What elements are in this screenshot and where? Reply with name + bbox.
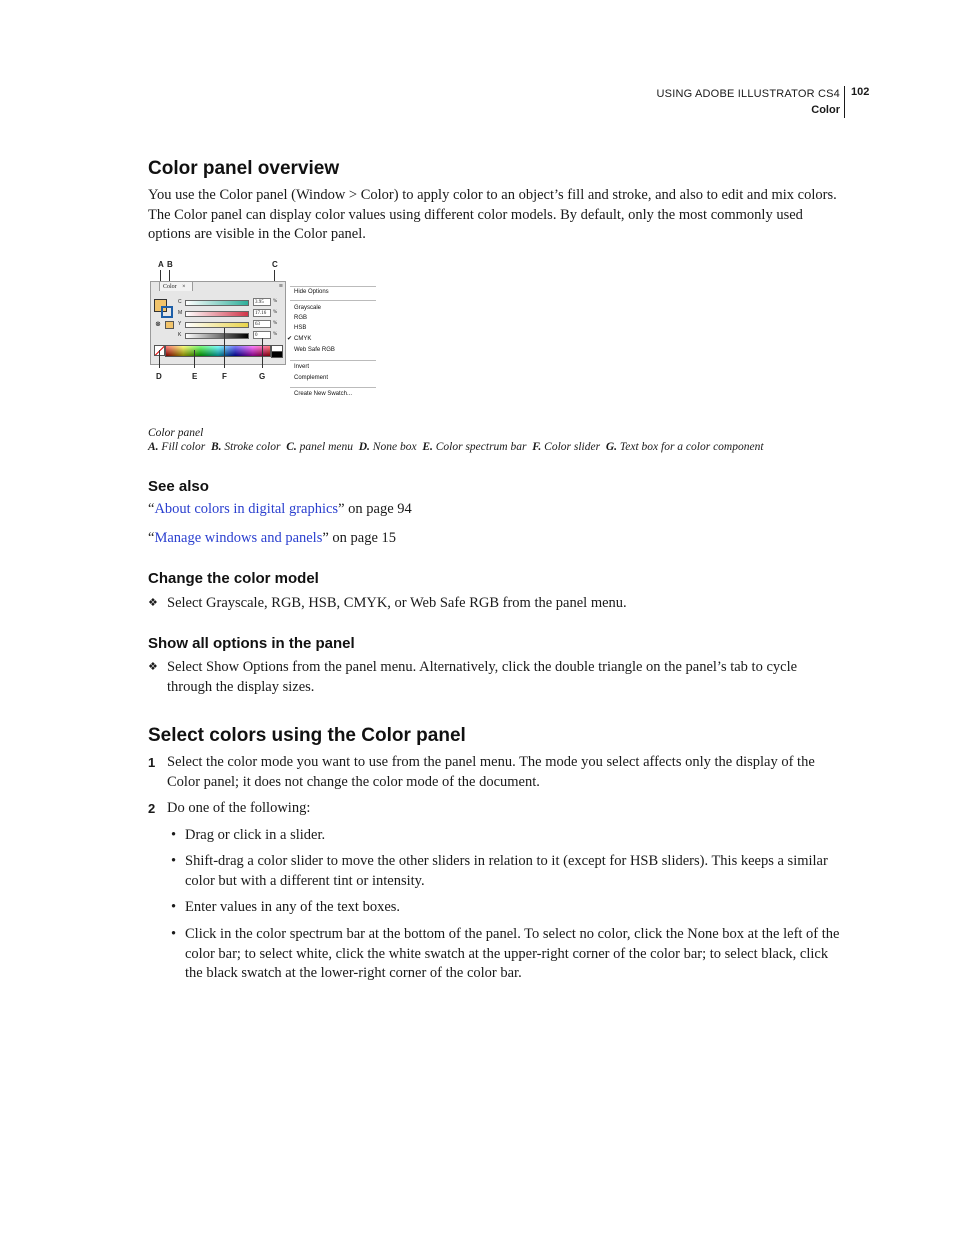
menu-item-rgb[interactable]: RGB bbox=[294, 315, 308, 321]
caption-text: panel menu bbox=[299, 441, 353, 453]
channel-label-c: C bbox=[178, 299, 182, 305]
link-about-colors-in-digital-graphics[interactable]: About colors in digital graphics bbox=[154, 501, 339, 517]
callout-c: C bbox=[272, 260, 278, 269]
slider-k[interactable] bbox=[185, 333, 249, 339]
value-box-y[interactable]: 63 bbox=[253, 320, 271, 328]
see-also-item bbox=[148, 500, 848, 520]
menu-item-cmyk[interactable]: CMYK bbox=[294, 336, 312, 342]
caption-key: E. bbox=[422, 441, 433, 453]
caption-text: Text box for a color component bbox=[619, 441, 764, 453]
link-suffix: ” on page 94 bbox=[338, 501, 412, 517]
callout-d: D bbox=[156, 372, 162, 381]
caption-text: Color spectrum bar bbox=[435, 441, 527, 453]
menu-separator bbox=[290, 286, 376, 287]
figure-caption-title: Color panel bbox=[148, 427, 204, 439]
heading-color-panel-overview: Color panel overview bbox=[148, 158, 340, 179]
channel-label-k: K bbox=[178, 332, 182, 338]
caption-text: None box bbox=[372, 441, 417, 453]
callout-e: E bbox=[192, 372, 198, 381]
running-header-title: USING ADOBE ILLUSTRATOR CS4 bbox=[656, 88, 840, 100]
value-box-m[interactable]: 17.16 bbox=[253, 309, 271, 317]
callout-b: B bbox=[167, 260, 173, 269]
open-quote: “ bbox=[148, 530, 155, 546]
caption-key: C. bbox=[286, 441, 297, 453]
menu-item-web-safe-rgb[interactable]: Web Safe RGB bbox=[294, 347, 335, 353]
callout-g: G bbox=[259, 372, 266, 381]
instruction-text: Select Grayscale, RGB, HSB, CMYK, or Web Safe RGB from the panel menu. bbox=[167, 595, 627, 611]
bullet-dot: • bbox=[171, 926, 177, 942]
leader-e bbox=[194, 350, 195, 368]
slider-c[interactable] bbox=[185, 300, 249, 306]
callout-a: A bbox=[158, 260, 164, 269]
menu-item-create-new-swatch[interactable]: Create New Swatch... bbox=[294, 391, 353, 397]
sub-bullet-text: Enter values in any of the text boxes. bbox=[185, 899, 401, 915]
percent-y: % bbox=[273, 321, 278, 326]
instruction-text: Select Show Options from the panel menu. Alternatively, click the double triangle on the panel’s tab to cycle through the display sizes. bbox=[167, 659, 798, 695]
spectrum-shading bbox=[166, 346, 270, 356]
slider-y[interactable] bbox=[185, 322, 249, 328]
caption-key: F. bbox=[532, 441, 542, 453]
running-header-section: Color bbox=[811, 104, 840, 116]
caption-text: Color slider bbox=[544, 441, 601, 453]
channel-label-y: Y bbox=[178, 321, 182, 327]
caption-key: A. bbox=[148, 441, 159, 453]
menu-item-hsb[interactable]: HSB bbox=[294, 325, 307, 331]
color-spectrum-bar[interactable] bbox=[165, 345, 271, 357]
sub-bullet-text: Click in the color spectrum bar at the bottom of the panel. To select no color, click the None box at the left of the color bar; to select white, click the white swatch at the upper-right corner of the color bar; to select black, click the black swatch at the lower-right corner of the color bar. bbox=[185, 926, 840, 981]
open-quote: “ bbox=[148, 501, 155, 517]
link-manage-windows-and-panels[interactable]: Manage windows and panels bbox=[154, 530, 323, 546]
sub-bullet-text: Drag or click in a slider. bbox=[185, 827, 326, 843]
step-text: Do one of the following: bbox=[167, 800, 311, 816]
link-suffix: ” on page 15 bbox=[322, 530, 397, 546]
diamond-bullet-icon: ❖ bbox=[148, 661, 158, 673]
diamond-bullet-icon: ❖ bbox=[148, 597, 158, 609]
percent-k: % bbox=[273, 332, 278, 337]
heading-show-all-options: Show all options in the panel bbox=[148, 635, 355, 652]
step-number: 1 bbox=[148, 755, 156, 770]
show-options-instruction bbox=[148, 658, 848, 698]
channel-label-m: M bbox=[178, 310, 183, 316]
slider-m[interactable] bbox=[185, 311, 249, 317]
stroke-color-swatch[interactable] bbox=[161, 306, 173, 318]
leader-f bbox=[224, 328, 225, 368]
leader-g bbox=[262, 338, 263, 368]
tab-label: Color bbox=[163, 284, 177, 290]
callout-f: F bbox=[222, 372, 227, 381]
see-also-item bbox=[148, 529, 848, 549]
out-of-gamut-icon: ⊗ bbox=[155, 320, 161, 328]
menu-separator bbox=[290, 300, 376, 301]
panel-menu bbox=[286, 286, 376, 404]
value-box-k[interactable]: 0 bbox=[253, 331, 271, 339]
caption-text: Stroke color bbox=[224, 441, 281, 453]
caption-text: Fill color bbox=[161, 441, 206, 453]
step-text: Select the color mode you want to use from the panel menu. The mode you select affects only the display of the Color panel; it does not change the color mode of the document. bbox=[167, 754, 815, 790]
figure-caption-legend bbox=[148, 440, 764, 454]
heading-change-color-model: Change the color model bbox=[148, 570, 319, 587]
step-1 bbox=[148, 753, 848, 793]
value-box-c[interactable]: 3.95 bbox=[253, 298, 271, 306]
overview-paragraph: You use the Color panel (Window > Color) to apply color to an object’s fill and stroke, and also to edit and mix colors. The Color panel can display color values using different color models. By default, only the most commonly used options are visible in the Color panel. bbox=[148, 187, 837, 242]
gamut-swatch[interactable] bbox=[165, 321, 174, 329]
page-number: 102 bbox=[851, 86, 870, 98]
caption-key: B. bbox=[210, 441, 222, 453]
heading-select-colors: Select colors using the Color panel bbox=[148, 725, 466, 746]
menu-separator bbox=[290, 387, 376, 388]
panel-menu-icon[interactable]: ≡ bbox=[279, 282, 283, 290]
menu-item-grayscale[interactable]: Grayscale bbox=[294, 305, 322, 311]
menu-item-invert[interactable]: Invert bbox=[294, 364, 310, 370]
color-panel-tab[interactable] bbox=[159, 281, 193, 291]
color-panel bbox=[150, 281, 286, 365]
menu-item-hide-options[interactable]: Hide Options bbox=[294, 289, 329, 295]
checkmark-icon: ✔ bbox=[287, 336, 293, 342]
close-tab-icon[interactable]: × bbox=[182, 284, 186, 290]
step-number: 2 bbox=[148, 801, 156, 816]
color-panel-figure bbox=[148, 258, 388, 408]
percent-c: % bbox=[273, 299, 278, 304]
menu-separator bbox=[290, 360, 376, 361]
bullet-dot: • bbox=[171, 853, 177, 869]
menu-item-complement[interactable]: Complement bbox=[294, 375, 329, 381]
bullet-dot: • bbox=[171, 899, 177, 915]
percent-m: % bbox=[273, 310, 278, 315]
black-swatch[interactable] bbox=[271, 351, 283, 358]
header-divider bbox=[844, 86, 845, 118]
bullet-dot: • bbox=[171, 827, 177, 843]
caption-key: D. bbox=[358, 441, 370, 453]
leader-d bbox=[159, 350, 160, 368]
sub-bullet-text: Shift-drag a color slider to move the other sliders in relation to it (except for HSB sliders). This keeps a similar color but with a different tint or intensity. bbox=[185, 853, 828, 889]
caption-key: G. bbox=[605, 441, 618, 453]
heading-see-also: See also bbox=[148, 478, 209, 495]
